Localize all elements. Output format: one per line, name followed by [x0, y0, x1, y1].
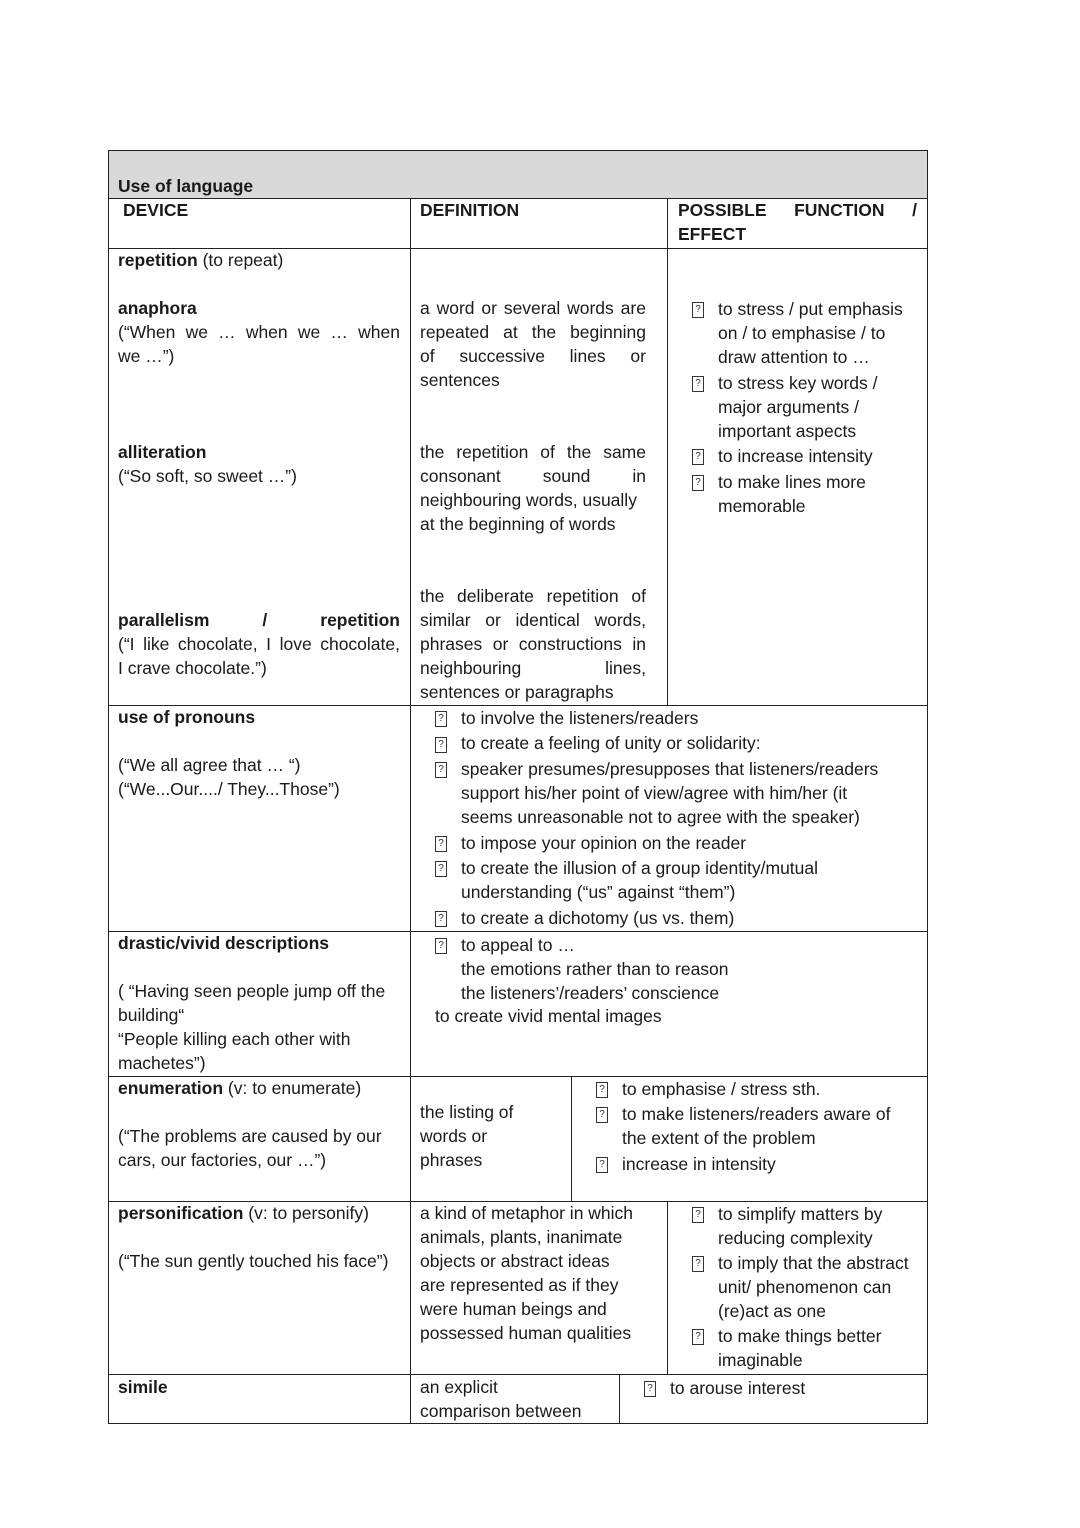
device-pronouns: use of pronouns [118, 707, 256, 727]
definition-line: animals, plants, inanimate [420, 1227, 623, 1247]
effect-line: understanding (“us” against “them”) [461, 882, 736, 902]
effect-line: important aspects [718, 421, 857, 441]
word: are [620, 298, 646, 318]
word: a [420, 298, 430, 318]
effect-line: the emotions rather than to reason [461, 959, 729, 979]
row-divider [108, 1374, 928, 1375]
word: chocolate, [320, 634, 400, 654]
table-border-right [927, 150, 928, 1424]
column-header-function-word1: POSSIBLE [678, 200, 767, 220]
effect-line: draw attention to … [718, 347, 870, 367]
effect-line: unit/ phenomenon can [718, 1277, 892, 1297]
word: deliberate [457, 586, 534, 606]
device-term-slash: / [262, 610, 268, 630]
column-header-function [678, 198, 917, 222]
device-term: enumeration [118, 1078, 224, 1098]
bullet-box-icon: ? [692, 1329, 704, 1345]
word: the [566, 442, 592, 462]
word: the [420, 586, 445, 606]
device-enumeration [118, 1076, 361, 1100]
column-header-function-word2: FUNCTION [794, 200, 885, 220]
bullet-box-icon: ? [435, 737, 447, 753]
device-example: (“We all agree that … “) [118, 755, 301, 775]
definition-line: a kind of metaphor in which [420, 1203, 634, 1223]
definition-line: possessed human qualities [420, 1323, 632, 1343]
effect-line: to create the illusion of a group identity/mutual [461, 858, 819, 878]
effect-line: the listeners’/readers’ conscience [461, 983, 720, 1003]
effect-line: to create a dichotomy (us vs. them) [461, 908, 735, 928]
column-divider [667, 198, 668, 706]
word: or [481, 298, 497, 318]
device-example: “People killing each other with [118, 1029, 351, 1049]
word: we [297, 322, 321, 342]
effect-line: reducing complexity [718, 1228, 873, 1248]
bullet-box-icon: ? [596, 1157, 608, 1173]
definition-line [420, 464, 646, 488]
word: identical [515, 610, 580, 630]
device-example: building“ [118, 1005, 185, 1025]
column-divider [667, 1201, 668, 1375]
definition-line: phrases [420, 1150, 483, 1170]
column-header-definition: DEFINITION [420, 200, 520, 220]
word: neighbouring [420, 658, 522, 678]
definition-line: comparison between [420, 1401, 582, 1421]
word: … [330, 322, 348, 342]
word: we [185, 322, 208, 342]
definition-line [420, 296, 646, 320]
bullet-box-icon: ? [435, 938, 447, 954]
definition-line: were human beings and [420, 1299, 607, 1319]
effect-line: major arguments / [718, 397, 860, 417]
word: or [485, 610, 501, 630]
definition-line: objects or abstract ideas [420, 1251, 610, 1271]
word: the [531, 322, 557, 342]
effect-line: on / to emphasise / to [718, 323, 886, 343]
effect-line: increase in intensity [622, 1154, 776, 1174]
bullet-box-icon: ? [435, 836, 447, 852]
word: successive [459, 346, 545, 366]
definition-line [420, 440, 646, 464]
word: lines [569, 346, 606, 366]
device-note: (to repeat) [197, 250, 284, 270]
device-note: (v: to enumerate) [223, 1078, 362, 1098]
device-example: (“The sun gently touched his face”) [118, 1251, 389, 1271]
effect-line: the extent of the problem [622, 1128, 816, 1148]
table-border-top [108, 150, 928, 151]
effect-line: to involve the listeners/readers [461, 708, 699, 728]
definition-line [420, 584, 646, 608]
bullet-box-icon: ? [435, 762, 447, 778]
definition-line: are represented as if they [420, 1275, 619, 1295]
word: repetition [456, 442, 529, 462]
word: of [420, 346, 435, 366]
bullet-box-icon: ? [692, 449, 704, 465]
device-drastic-descriptions: drastic/vivid descriptions [118, 933, 330, 953]
definition-line: the listing of [420, 1102, 514, 1122]
effect-line: speaker presumes/presupposes that listeners/readers [461, 759, 879, 779]
column-header-function-slash: / [912, 200, 917, 220]
definition-line [420, 320, 646, 344]
device-example: we …”) [118, 346, 175, 366]
definition-line: words or [420, 1126, 488, 1146]
device-example: (“So soft, so sweet …”) [118, 466, 297, 486]
device-term: repetition [118, 250, 198, 270]
word: several [503, 298, 561, 318]
word: lines, [605, 658, 646, 678]
column-header-effect: EFFECT [678, 224, 747, 244]
effect-line: to emphasise / stress sth. [622, 1079, 821, 1099]
table-border-bottom [108, 1423, 928, 1424]
word: … [218, 322, 236, 342]
word: or [630, 346, 646, 366]
device-term: repetition [320, 610, 400, 630]
word: love [279, 634, 312, 654]
column-divider [410, 198, 411, 1424]
word: repetition [546, 586, 619, 606]
effect-line: to make lines more [718, 472, 866, 492]
word: when [358, 322, 400, 342]
word: of [631, 586, 646, 606]
device-example: cars, our factories, our …”) [118, 1150, 327, 1170]
definition-line: neighbouring words, usually [420, 490, 637, 510]
effect-line: to arouse interest [670, 1378, 806, 1398]
device-note: (v: to personify) [243, 1203, 369, 1223]
word: in [632, 466, 646, 486]
device-alliteration: alliteration [118, 442, 207, 462]
word: of [540, 442, 555, 462]
definition-line: sentences [420, 370, 500, 390]
effect-line: imaginable [718, 1350, 803, 1370]
effect-line: to stress key words / [718, 373, 878, 393]
word: or [492, 634, 509, 654]
bullet-box-icon: ? [435, 861, 447, 877]
word: same [603, 442, 646, 462]
definition-line: an explicit [420, 1377, 498, 1397]
word: constructions [518, 634, 622, 654]
word: phrases [420, 634, 483, 654]
device-example: (“The problems are caused by our [118, 1126, 382, 1146]
effect-line: to make listeners/readers aware of [622, 1104, 891, 1124]
word: like [143, 634, 170, 654]
word: word [436, 298, 475, 318]
definition-line: sentences or paragraphs [420, 682, 614, 702]
effect-line: to create a feeling of unity or solidarity: [461, 733, 761, 753]
bullet-box-icon: ? [692, 1207, 704, 1223]
bullet-box-icon: ? [692, 1256, 704, 1272]
bullet-box-icon: ? [596, 1082, 608, 1098]
word: when [245, 322, 288, 342]
device-example: I crave chocolate.”) [118, 658, 267, 678]
effect-line: to stress / put emphasis [718, 299, 903, 319]
device-example [118, 320, 400, 344]
word: sound [542, 466, 591, 486]
word: consonant [420, 466, 501, 486]
bullet-box-icon: ? [692, 376, 704, 392]
word: beginning [570, 322, 646, 342]
effect-line: to simplify matters by [718, 1204, 883, 1224]
word: similar [420, 610, 471, 630]
word: chocolate, [177, 634, 258, 654]
definition-line [420, 608, 646, 632]
bullet-box-icon: ? [692, 302, 704, 318]
word: repeated [420, 322, 490, 342]
device-simile: simile [118, 1377, 168, 1397]
bullet-box-icon: ? [644, 1381, 656, 1397]
definition-line: at the beginning of words [420, 514, 616, 534]
bullet-box-icon: ? [596, 1107, 608, 1123]
table-title: Use of language [118, 176, 254, 196]
effect-line: to make things better [718, 1326, 882, 1346]
device-example: ( “Having seen people jump off the [118, 981, 386, 1001]
device-example: machetes”) [118, 1053, 206, 1073]
column-header-device: DEVICE [123, 200, 189, 220]
word: (“When [118, 322, 176, 342]
device-example [118, 632, 400, 656]
effect-line: to increase intensity [718, 446, 873, 466]
word: words, [594, 610, 646, 630]
definition-line [420, 632, 646, 656]
word: the [420, 442, 445, 462]
column-divider [571, 1076, 572, 1202]
device-term: personification [118, 1203, 244, 1223]
definition-line [420, 344, 646, 368]
table-border-left [108, 150, 109, 1424]
effect-line: (re)act as one [718, 1301, 826, 1321]
word: in [632, 634, 646, 654]
effect-line: to appeal to … [461, 935, 575, 955]
word: (“I [118, 634, 135, 654]
word: at [503, 322, 518, 342]
word: I [266, 634, 272, 654]
bullet-box-icon: ? [435, 711, 447, 727]
effect-line: memorable [718, 496, 806, 516]
bullet-box-icon: ? [435, 911, 447, 927]
effect-line: to imply that the abstract [718, 1253, 909, 1273]
effect-line: support his/her point of view/agree with him/her (it [461, 783, 848, 803]
column-divider [619, 1374, 620, 1424]
device-term: parallelism [118, 610, 210, 630]
effect-line: seems unreasonable not to agree with the speaker) [461, 807, 860, 827]
effect-line: to create vivid mental images [435, 1006, 662, 1026]
bullet-box-icon: ? [692, 475, 704, 491]
definition-line [420, 656, 646, 680]
device-personification [118, 1201, 369, 1225]
effect-line: to impose your opinion on the reader [461, 833, 747, 853]
word: words [567, 298, 614, 318]
device-parallelism [118, 608, 400, 632]
device-anaphora: anaphora [118, 298, 197, 318]
device-example: (“We...Our..../ They...Those”) [118, 779, 340, 799]
device-repetition [118, 248, 283, 272]
